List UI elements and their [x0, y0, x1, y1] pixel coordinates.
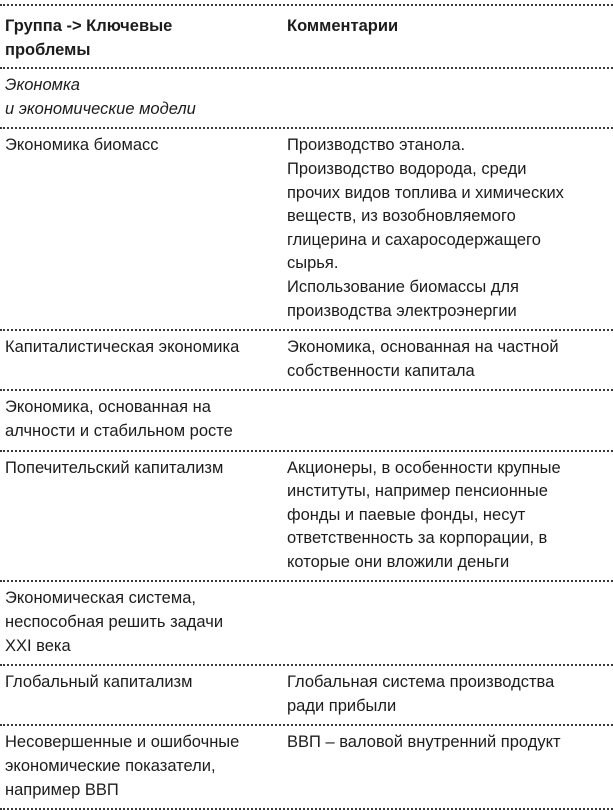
comment-line: ВВП – валовой внутренний продукт — [287, 733, 561, 752]
group-line: Попечительский капитализм — [5, 458, 224, 477]
comment-line: сырья. — [287, 254, 339, 273]
group-cell — [0, 129, 283, 329]
comment-line: глицерина и сахаросодержащего — [287, 230, 541, 249]
comment-line: прочих видов топлива и химических — [287, 183, 564, 202]
comment-cell — [283, 129, 613, 329]
comment-line: институты, например пенсионные — [287, 482, 548, 501]
header-comments — [283, 6, 613, 67]
comment-line: производства электроэнергии — [287, 301, 517, 320]
header-group — [0, 6, 283, 67]
comment-line: веществ, из возобновляемого — [287, 207, 516, 226]
header-group-line: проблемы — [5, 40, 91, 59]
comment-line: Экономика, основанная на частной — [287, 338, 559, 357]
group-cell — [0, 391, 283, 449]
group-line: Экономика биомасс — [5, 136, 159, 155]
group-line: Капиталистическая экономика — [5, 338, 240, 357]
comment-cell — [283, 391, 613, 449]
table-row — [0, 329, 613, 389]
group-cell — [0, 582, 283, 664]
section-title-empty — [283, 69, 613, 127]
section-title-row — [0, 67, 613, 127]
section-title-line: и экономические модели — [5, 99, 196, 118]
group-line: неспособная решить задачи — [5, 613, 224, 632]
comment-line: Производство водорода, среди — [287, 159, 527, 178]
table-row — [0, 127, 613, 329]
comment-line: Использование биомассы для — [287, 277, 519, 296]
comment-cell — [283, 331, 613, 389]
comment-line: Акционеры, в особенности крупные — [287, 458, 561, 477]
economics-table — [0, 4, 613, 810]
section-title — [0, 69, 283, 127]
table-row — [0, 389, 613, 449]
group-cell — [0, 331, 283, 389]
group-cell — [0, 452, 283, 581]
table-row — [0, 450, 613, 581]
section-title-line: Экономка — [5, 76, 80, 95]
comment-cell — [283, 726, 613, 808]
table-row — [0, 724, 613, 810]
group-line: Экономика, основанная на — [5, 398, 211, 417]
group-cell — [0, 666, 283, 724]
group-line: Экономическая система, — [5, 589, 196, 608]
comment-line: Производство этанола. — [287, 136, 466, 155]
header-group-line: Группа -> Ключевые — [5, 17, 173, 35]
group-line: XXI века — [5, 636, 71, 655]
comment-line: ответственность за корпорации, в — [287, 529, 548, 548]
group-line: например ВВП — [5, 780, 119, 799]
comment-cell — [283, 452, 613, 581]
group-line: Несовершенные и ошибочные — [5, 733, 240, 752]
group-line: алчности и стабильном росте — [5, 421, 233, 440]
group-cell — [0, 726, 283, 808]
table-row — [0, 580, 613, 664]
group-line: экономические показатели, — [5, 757, 216, 776]
comment-line: которые они вложили деньги — [287, 552, 510, 571]
comment-line: ради прибыли — [287, 696, 397, 715]
comment-line: собственности капитала — [287, 361, 475, 380]
comment-cell — [283, 582, 613, 664]
group-line: Глобальный капитализм — [5, 673, 193, 692]
comment-line: фонды и паевые фонды, несут — [287, 505, 526, 524]
comment-line: Глобальная система производства — [287, 673, 555, 692]
comment-cell — [283, 666, 613, 724]
table-header-row — [0, 4, 613, 67]
header-comments-line: Комментарии — [287, 17, 399, 35]
table-row — [0, 664, 613, 724]
